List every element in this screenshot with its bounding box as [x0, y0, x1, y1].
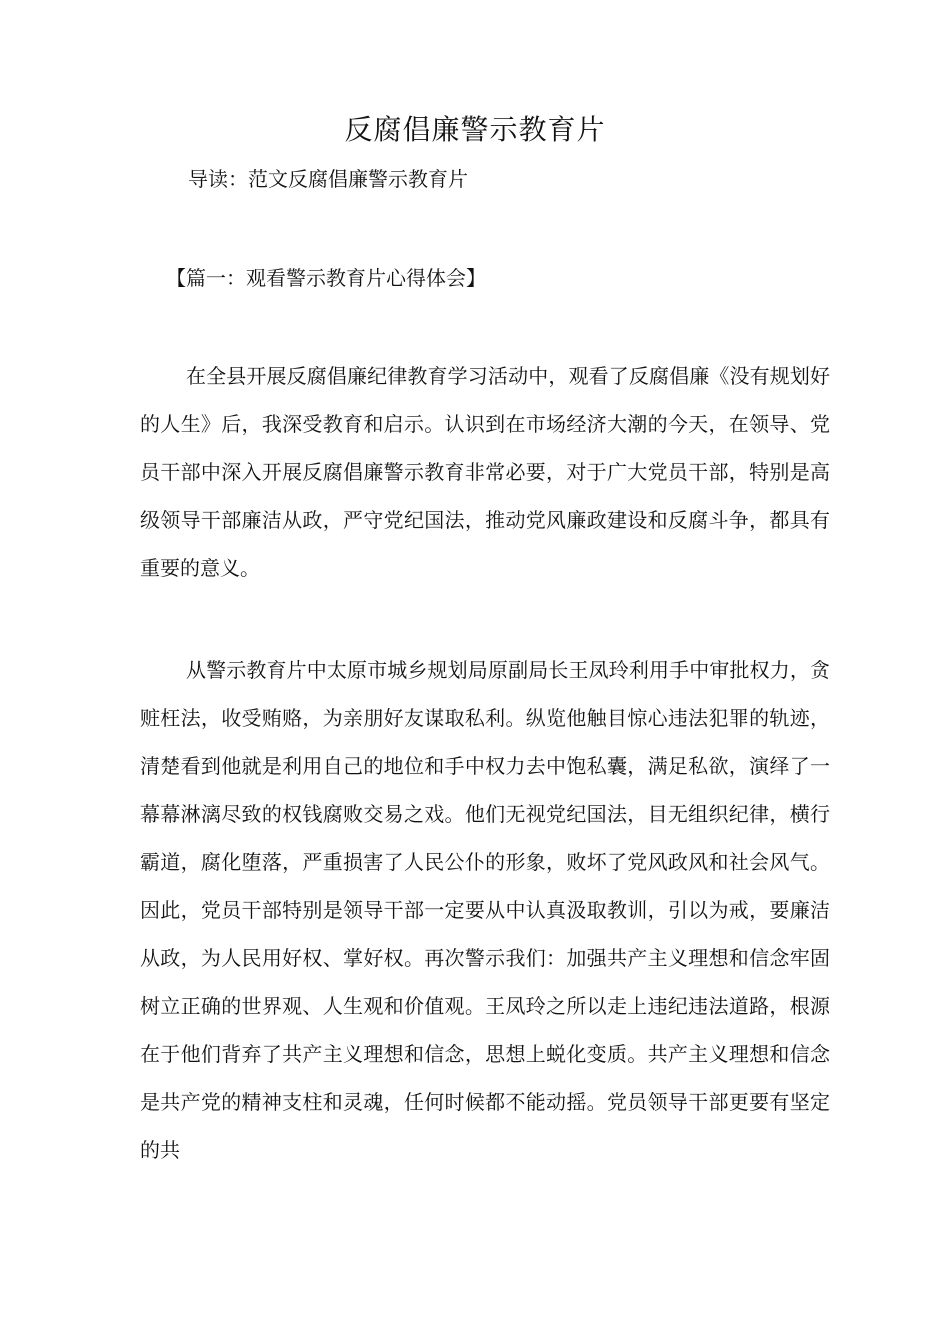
section-heading: 【篇一：观看警示教育片心得体会】	[166, 266, 486, 290]
guide-line: 导读：范文反腐倡廉警示教育片	[188, 167, 468, 191]
document-title: 反腐倡廉警示教育片	[344, 113, 606, 146]
paragraph-1: 在全县开展反腐倡廉纪律教育学习活动中，观看了反腐倡廉《没有规划好的人生》后，我深受教育和启示。认识到在市场经济大潮的今天，在领导、党员干部中深入开展反腐倡廉警示教育非常必要，对于广大党员干部，特别是高级领导干部廉洁从政，严守党纪国法，推动党风廉政建设和反腐斗争，都具有重要的意义。	[140, 364, 830, 580]
paragraph-2: 从警示教育片中太原市城乡规划局原副局长王凤玲利用手中审批权力，贪赃枉法，收受贿赂，为亲朋好友谋取私利。纵览他触目惊心违法犯罪的轨迹，清楚看到他就是利用自己的地位和手中权力去中饱私囊，满足私欲，演绎了一幕幕淋漓尽致的权钱腐败交易之戏。他们无视党纪国法，目无组织纪律，横行霸道，腐化堕落，严重损害了人民公仆的形象，败坏了党风政风和社会风气。因此，党员干部特别是领导干部一定要从中认真汲取教训，引以为戒，要廉洁从政，为人民用好权、掌好权。再次警示我们：加强共产主义理想和信念牢固树立正确的世界观、人生观和价值观。王凤玲之所以走上违纪违法道路，根源在于他们背弃了共产主义理想和信念，思想上蜕化变质。共产主义理想和信念是共产党的精神支柱和灵魂，任何时候都不能动摇。党员领导干部更要有坚定的共	[140, 658, 830, 1162]
